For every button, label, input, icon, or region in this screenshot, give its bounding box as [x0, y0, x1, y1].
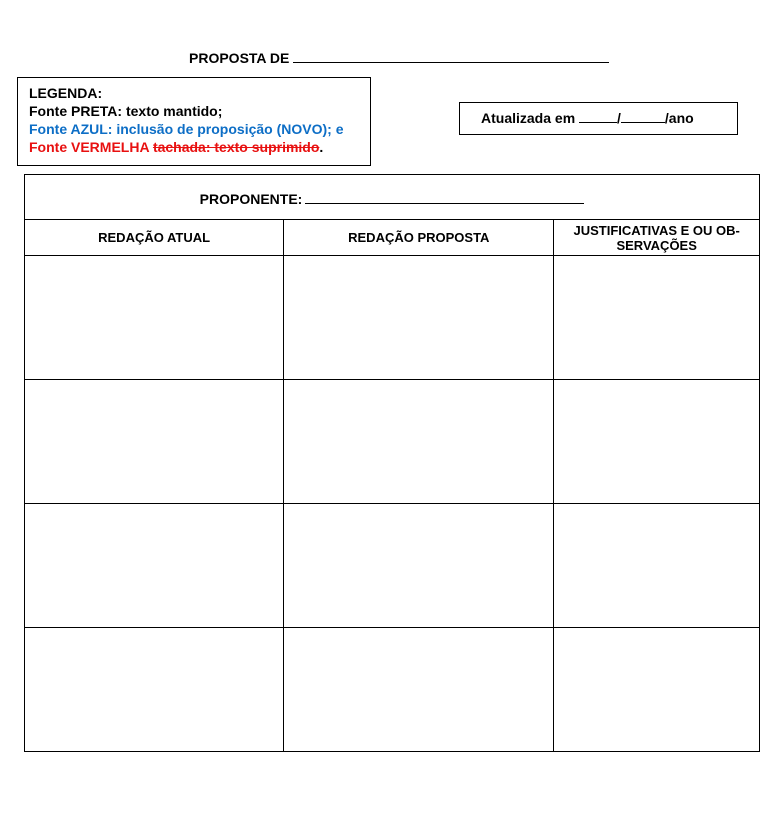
cell-redacao-atual[interactable]: [25, 628, 284, 752]
legend-heading: LEGENDA:: [29, 85, 103, 101]
cell-redacao-proposta[interactable]: [284, 504, 554, 628]
proposal-table: [24, 174, 760, 752]
cell-redacao-proposta[interactable]: [284, 256, 554, 380]
updated-label: Atualizada em: [481, 110, 576, 126]
legend-black-line: Fonte PRETA: texto mantido;: [29, 103, 223, 119]
updated-separator: /: [617, 110, 621, 126]
proponent-label: PROPONENTE:: [199, 190, 303, 207]
legend-red-line: [29, 138, 370, 156]
proponent-blank-line[interactable]: [305, 188, 584, 204]
legend-red-suffix: .: [319, 139, 324, 155]
cell-redacao-atual[interactable]: [25, 380, 284, 504]
updated-year: /ano: [664, 110, 694, 126]
cell-redacao-proposta[interactable]: [284, 380, 554, 504]
document-title: [189, 47, 609, 66]
table-row: [25, 504, 760, 628]
cell-justificativas[interactable]: [554, 256, 760, 380]
table-row: [25, 628, 760, 752]
cell-redacao-atual[interactable]: [25, 504, 284, 628]
header-redacao-proposta: REDAÇÃO PROPOSTA: [284, 220, 554, 256]
document-title-label: PROPOSTA DE: [189, 50, 290, 66]
cell-justificativas[interactable]: [554, 380, 760, 504]
cell-justificativas[interactable]: [554, 504, 760, 628]
cell-redacao-atual[interactable]: [25, 256, 284, 380]
legend-box: [17, 77, 371, 166]
legend-blue-line: Fonte AZUL: inclusão de proposição (NOVO); e: [29, 121, 344, 137]
table-row: [25, 380, 760, 504]
cell-redacao-proposta[interactable]: [284, 628, 554, 752]
header-justificativas: [554, 220, 760, 256]
header-justificativas-line2: SERVAÇÕES: [616, 237, 697, 253]
legend-red-strikethrough: tachada: texto suprimido: [152, 139, 320, 155]
legend-red-prefix: Fonte VERMELHA: [29, 139, 150, 155]
updated-date-box: [459, 102, 738, 135]
proponent-row: [25, 175, 760, 220]
updated-month-blank[interactable]: [621, 108, 665, 123]
cell-justificativas[interactable]: [554, 628, 760, 752]
updated-day-blank[interactable]: [579, 108, 617, 123]
table-row: [25, 256, 760, 380]
title-blank-line[interactable]: [293, 47, 609, 63]
header-justificativas-line1: JUSTIFICATIVAS E OU OB-: [573, 222, 740, 238]
header-redacao-atual: REDAÇÃO ATUAL: [25, 220, 284, 256]
